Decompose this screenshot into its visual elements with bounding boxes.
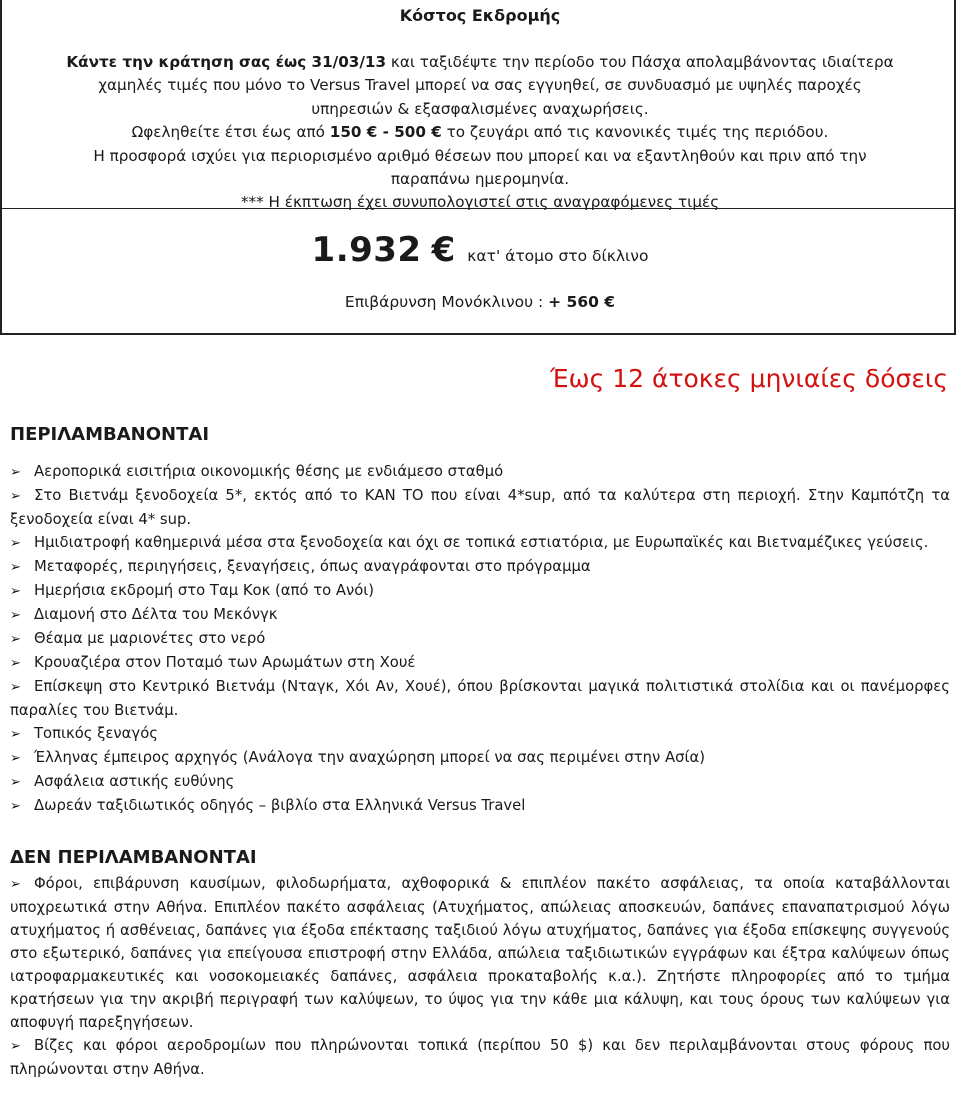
excluded-list: [10, 872, 950, 1081]
offer-text: [20, 51, 940, 215]
list-item: [10, 579, 950, 603]
list-item: [10, 746, 950, 770]
arrow-bullet-icon: ➢: [10, 751, 21, 766]
arrow-bullet-icon: ➢: [10, 727, 21, 742]
arrow-bullet-icon: ➢: [10, 608, 21, 623]
list-item: [10, 531, 950, 555]
price-description: κατ' άτομο στο δίκλινο: [467, 247, 649, 265]
list-item-text: Τοπικός ξεναγός: [34, 725, 158, 742]
limited-line-1: Η προσφορά ισχύει για περιορισμένο αριθμό θέσεων που μπορεί και να εξαντληθούν και πριν από την: [93, 146, 867, 165]
savings-prefix: Ωφεληθείτε έτσι έως από: [131, 123, 330, 142]
arrow-bullet-icon: ➢: [10, 489, 21, 504]
single-label: Επιβάρυνση Μονόκλινου :: [344, 293, 549, 311]
list-item: [10, 794, 950, 818]
list-item-text: Φόροι, επιβάρυνση καυσίμων, φιλοδωρήματα, αχθοφορικά & επιπλέον πακέτο ασφάλειας, τα οποία καταβάλλονται υποχρεωτικά στην Αθήνα. Επιπλέον πακέτο ασφάλειας (Ατυχήματος, απώλειας αποσκευών, δαπάνες επαναπατρισμού λόγω ατυχήματος ή ασθένειας, δαπάνες για έξοδα επέκτασης ταξιδιού λόγω ατυχήματος, δαπάνες για έξοδα επίσκεψης συγγενούς στο εξωτερικό, δαπάνες για επείγουσα επιστροφή στην Ελλάδα, απώλεια ταξιδιωτικών εγγράφων και έξτρα καλύψεων όπως ιατροφαρμακευτικές και νοσοκομειακές δαπάνες, ασφάλεια προκαταβολής κ.α.). Ζητήστε πληροφορίες από το τμήμα κρατήσεων για την ακριβή περιγραφή των καλύψεων, το ύψος για την κάθε μια κάλυψη, και τους όρους των καλύψεων για αποφυγή παρεξηγήσεων.: [10, 875, 950, 1031]
list-item-text: Έλληνας έμπειρος αρχηγός (Ανάλογα την αναχώρηση μπορεί να σας περιμένει στην Ασία): [34, 749, 705, 766]
list-item-text: Στο Βιετνάμ ξενοδοχεία 5*, εκτός από το ΚΑΝ ΤΟ που είναι 4*sup, από τα καλύτερα στη περιοχή. Στην Καμπότζη τα ξενοδοχεία είναι 4* sup.: [10, 487, 950, 528]
list-item-text: Μεταφορές, περιηγήσεις, ξεναγήσεις, όπως αναγράφονται στο πρόγραμμα: [34, 558, 591, 575]
list-item-text: Δωρεάν ταξιδιωτικός οδηγός – βιβλίο στα Ελληνικά Versus Travel: [34, 797, 526, 814]
list-item: [10, 675, 950, 722]
included-heading: ΠΕΡΙΛΑΜΒΑΝΟΝΤΑΙ: [10, 424, 210, 445]
list-item: [10, 603, 950, 627]
cost-title: Κόστος Εκδρομής: [399, 6, 561, 25]
single-amount: + 560 €: [548, 293, 616, 311]
cost-box: [0, 0, 956, 335]
list-item-text: Ημιδιατροφή καθημερινά μέσα στα ξενοδοχεία και όχι σε τοπικά εστιατόρια, με Ευρωπαϊκές και Βιετναμέζικες γεύσεις.: [34, 534, 929, 551]
arrow-bullet-icon: ➢: [10, 680, 21, 695]
arrow-bullet-icon: ➢: [10, 584, 21, 599]
list-item: [10, 460, 950, 484]
arrow-bullet-icon: ➢: [10, 560, 21, 575]
price-value: 1.932: [311, 230, 422, 270]
single-supplement: [2, 293, 958, 311]
list-item-text: Βίζες και φόροι αεροδρομίων που πληρώνονται τοπικά (περίπου 50 $) και δεν περιλαμβάνονται στους φόρους που πληρώνονται στην Αθήνα.: [10, 1037, 950, 1078]
arrow-bullet-icon: ➢: [10, 1039, 21, 1054]
list-item-text: Επίσκεψη στο Κεντρικό Βιετνάμ (Νταγκ, Χόι Αν, Χουέ), όπου βρίσκονται μαγικά πολιτιστικά στολίδια και οι πανέμορφες παραλίες του Βιετνάμ.: [10, 678, 950, 719]
list-item-text: Διαμονή στο Δέλτα του Μεκόνγκ: [34, 606, 278, 623]
offer-line-2: χαμηλές τιμές που μόνο το Versus Travel μπορεί να σας εγγυηθεί, σε συνδυασμό με υψηλές παροχές: [98, 76, 862, 95]
list-item: [10, 651, 950, 675]
excluded-heading: ΔΕΝ ΠΕΡΙΛΑΜΒΑΝΟΝΤΑΙ: [10, 847, 257, 868]
euro-icon: €: [431, 230, 456, 270]
offer-line-3: υπηρεσιών & εξασφαλισμένες αναχωρήσεις.: [311, 99, 649, 118]
price-row: [2, 230, 958, 270]
list-item: [10, 722, 950, 746]
list-item: [10, 1034, 950, 1081]
arrow-bullet-icon: ➢: [10, 877, 21, 892]
offer-line-1: [20, 51, 940, 74]
arrow-bullet-icon: ➢: [10, 775, 21, 790]
list-item-text: Αεροπορικά εισιτήρια οικονομικής θέσης με ενδιάμεσο σταθμό: [34, 463, 504, 480]
list-item-text: Ημερήσια εκδρομή στο Ταμ Κοκ (από το Ανόι): [34, 582, 375, 599]
arrow-bullet-icon: ➢: [10, 799, 21, 814]
arrow-bullet-icon: ➢: [10, 465, 21, 480]
list-item: [10, 484, 950, 531]
limited-line-2: παραπάνω ημερομηνία.: [390, 170, 570, 189]
divider: [2, 208, 954, 209]
arrow-bullet-icon: ➢: [10, 536, 21, 551]
included-list: [10, 460, 950, 818]
arrow-bullet-icon: ➢: [10, 632, 21, 647]
arrow-bullet-icon: ➢: [10, 656, 21, 671]
installments-banner: Έως 12 άτοκες μηνιαίες δόσεις: [550, 364, 948, 393]
discount-note: *** Η έκπτωση έχει συνυπολογιστεί στις αναγραφόμενες τιμές: [240, 193, 720, 212]
savings-amount: 150 € - 500 €: [329, 123, 442, 142]
savings-suffix: το ζευγάρι από τις κανονικές τιμές της περιόδου.: [441, 123, 829, 142]
list-item: [10, 872, 950, 1034]
list-item: [10, 627, 950, 651]
list-item-text: Θέαμα με μαριονέτες στο νερό: [34, 630, 266, 647]
list-item-text: Ασφάλεια αστικής ευθύνης: [34, 773, 235, 790]
list-item-text: Κρουαζιέρα στον Ποταμό των Αρωμάτων στη Χουέ: [34, 654, 416, 671]
list-item: [10, 770, 950, 794]
offer-rest: και ταξιδέψτε την περίοδο του Πάσχα απολαμβάνοντας ιδιαίτερα: [386, 53, 894, 71]
list-item: [10, 555, 950, 579]
offer-deadline: Κάντε την κράτηση σας έως 31/03/13: [66, 53, 387, 71]
savings-line: [20, 121, 940, 144]
